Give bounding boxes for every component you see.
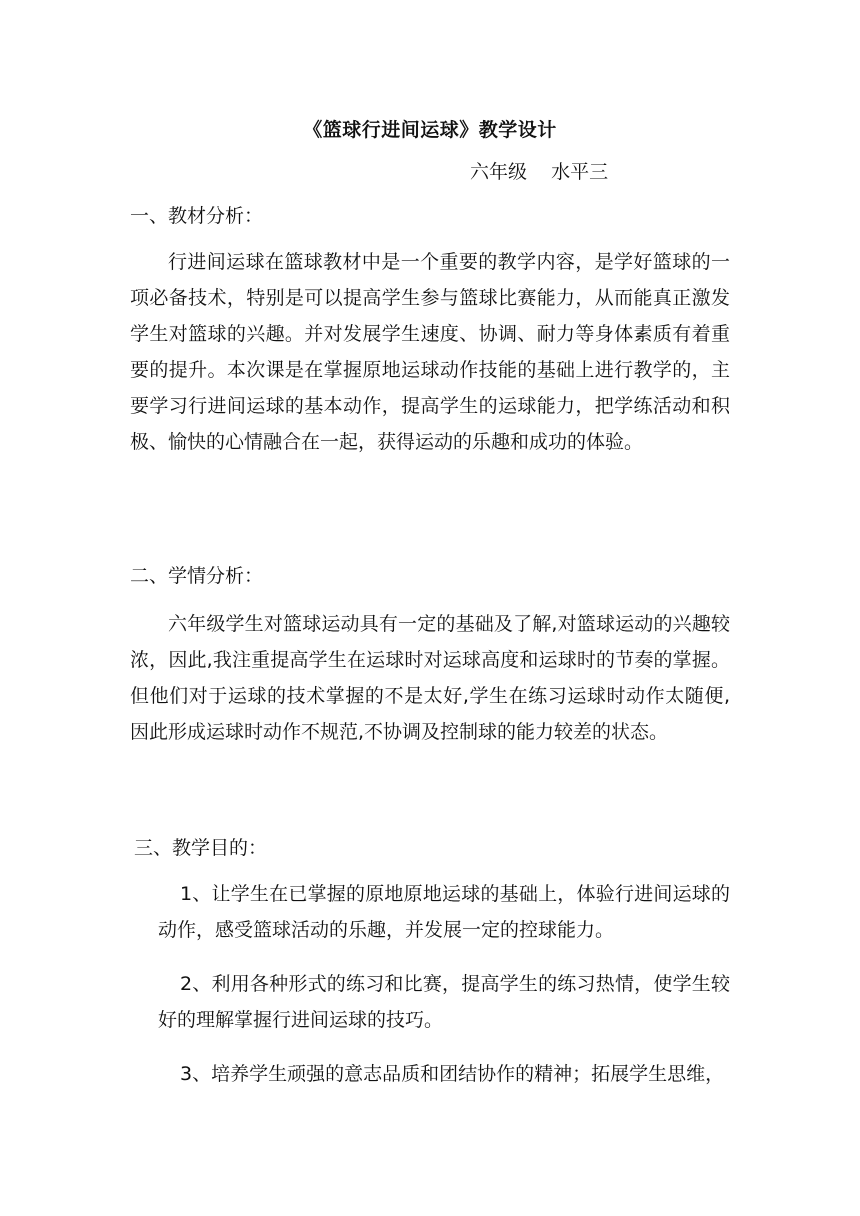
document-subtitle: 六年级 水平三 <box>470 161 609 183</box>
section-heading-objectives: 三、教学目的： <box>134 837 268 859</box>
section-heading-materials: 一、教材分析： <box>130 205 264 227</box>
section-heading-students: 二、学情分析： <box>130 565 264 587</box>
section-paragraph-materials: 行进间运球在篮球教材中是一个重要的教学内容，是学好篮球的一项必备技术，特别是可以提高学生参与篮球比赛能力，从而能真正激发学生对篮球的兴趣。并对发展学生速度、协调、耐力等身体素质有着重要的提升。本次课是在掌握原地运球动作技能的基础上进行教学的，主要学习行进间运球的基本动作，提高学生的运球能力，把学练活动和积极、愉快的心情融合在一起，获得运动的乐趣和成功的体验。 <box>130 251 730 453</box>
section-paragraph-students: 六年级学生对篮球运动具有一定的基础及了解,对篮球运动的兴趣较浓，因此,我注重提高学生在运球时对运球高度和运球时的节奏的掌握。但他们对于运球的技术掌握的不是太好,学生在练习运球时动作太随便,因此形成运球时动作不规范,不协调及控制球的能力较差的状态。 <box>130 613 730 743</box>
objective-item-3: 3、培养学生顽强的意志品质和团结协作的精神；拓展学生思维， <box>180 1063 725 1085</box>
objective-item-1: 1、让学生在已掌握的原地原地运球的基础上，体验行进间运球的动作，感受篮球活动的乐趣，并发展一定的控球能力。 <box>158 883 730 941</box>
objective-item-2: 2、利用各种形式的练习和比赛，提高学生的练习热情，使学生较好的理解掌握行进间运球的技巧。 <box>158 973 730 1031</box>
document-title: 《篮球行进间运球》教学设计 <box>303 119 557 141</box>
